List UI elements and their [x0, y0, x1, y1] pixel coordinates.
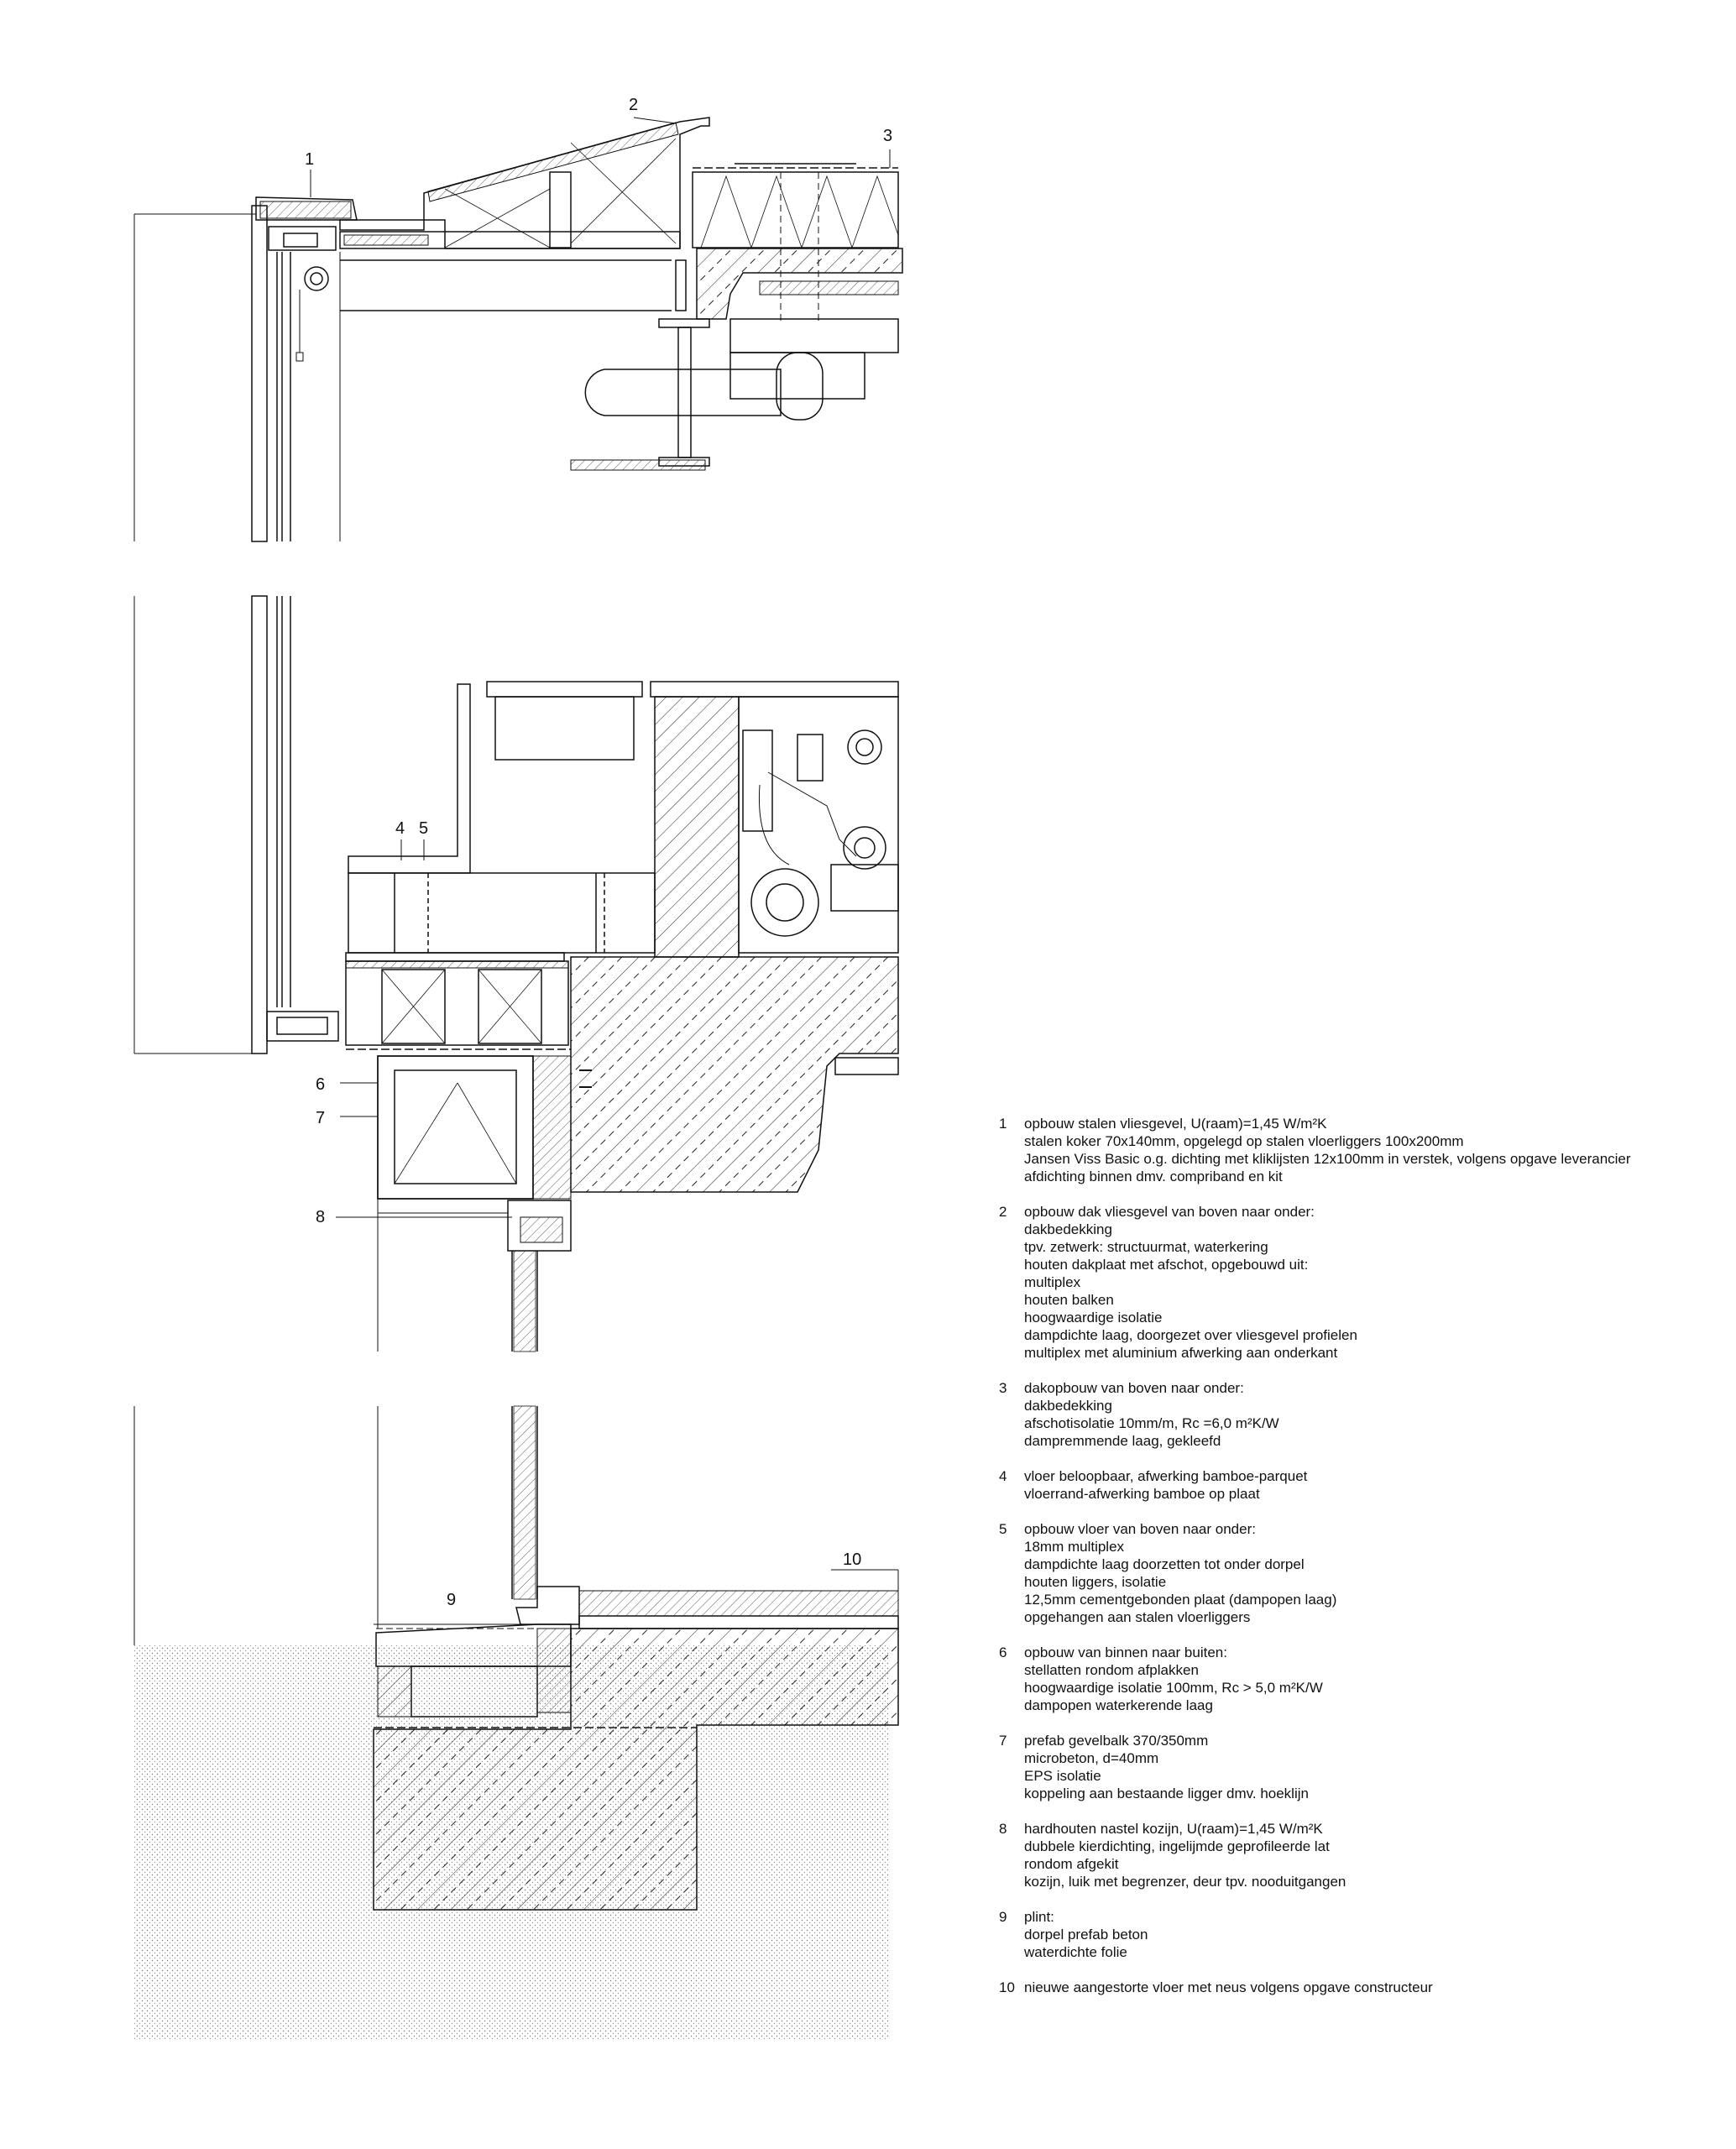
legend-entry-line: hardhouten nastel kozijn, U(raam)=1,45 W/m²K [1024, 1821, 1323, 1837]
legend-entry-number: 1 [999, 1116, 1007, 1132]
legend-entry-line: koppeling aan bestaande ligger dmv. hoeklijn [1024, 1786, 1309, 1801]
legend-entry-line: prefab gevelbalk 370/350mm [1024, 1733, 1209, 1749]
legend-entry-line: houten dakplaat met afschot, opgebouwd uit: [1024, 1257, 1309, 1273]
callout-6: 6 [316, 1075, 326, 1094]
legend-entry-line: opbouw stalen vliesgevel, U(raam)=1,45 W/m²K [1024, 1116, 1327, 1132]
legend-entry-line: vloer beloopbaar, afwerking bamboe-parquet [1024, 1468, 1308, 1484]
legend-entry-line: dakopbouw van boven naar onder: [1024, 1380, 1244, 1396]
legend-entry-line: rondom afgekit [1024, 1856, 1119, 1872]
legend-entry [999, 1820, 1687, 1890]
legend-entry-line: dampdichte laag, doorgezet over vliesgevel profielen [1024, 1327, 1357, 1343]
legend-entry-number: 3 [999, 1380, 1007, 1396]
legend-entry-line: dampdichte laag doorzetten tot onder dorpel [1024, 1556, 1305, 1572]
legend-entry-number: 6 [999, 1644, 1007, 1660]
callout-5: 5 [419, 819, 429, 838]
legend-entry-line: 12,5mm cementgebonden plaat (dampopen laag) [1024, 1592, 1337, 1608]
legend-entry-line: multiplex [1024, 1274, 1081, 1290]
legend-entry-line: microbeton, d=40mm [1024, 1750, 1159, 1766]
legend-entry-body [1024, 1979, 1687, 1996]
legend-entry-body [1024, 1644, 1687, 1714]
legend-entry-line: waterdichte folie [1024, 1944, 1127, 1960]
legend-entry-line: dakbedekking [1024, 1221, 1112, 1237]
legend-entry-line: 18mm multiplex [1024, 1539, 1125, 1555]
callout-7: 7 [316, 1109, 326, 1127]
legend-entry-line: nieuwe aangestorte vloer met neus volgens opgave constructeur [1024, 1979, 1433, 1995]
legend-entry-line: dorpel prefab beton [1024, 1927, 1148, 1942]
legend-entry-body [1024, 1203, 1687, 1362]
legend-entry-line: vloerrand-afwerking bamboe op plaat [1024, 1486, 1260, 1502]
legend-entry [999, 1644, 1687, 1714]
legend-entry-line: kozijn, luik met begrenzer, deur tpv. nooduitgangen [1024, 1874, 1346, 1890]
legend-entry-body [1024, 1115, 1687, 1185]
legend-entry-line: hoogwaardige isolatie 100mm, Rc > 5,0 m²K/W [1024, 1680, 1323, 1696]
legend-entry-line: multiplex met aluminium afwerking aan onderkant [1024, 1345, 1338, 1361]
legend-entry-line: houten liggers, isolatie [1024, 1574, 1167, 1590]
floor-detail [134, 596, 898, 1352]
callout-1: 1 [305, 150, 315, 169]
plinth-detail [134, 1406, 898, 2040]
legend-entry-line: dampremmende laag, gekleefd [1024, 1433, 1221, 1449]
legend-entry [999, 1520, 1687, 1626]
callout-4: 4 [395, 819, 405, 838]
legend-entry-line: afdichting binnen dmv. compriband en kit [1024, 1169, 1283, 1184]
legend-entry-number: 7 [999, 1733, 1007, 1749]
legend-entry [999, 1732, 1687, 1802]
legend-entry-number: 2 [999, 1204, 1007, 1220]
legend-entry-body [1024, 1820, 1687, 1890]
legend-entry-body [1024, 1908, 1687, 1961]
legend-entry-line: houten balken [1024, 1292, 1114, 1308]
legend-entry-line: dampopen waterkerende laag [1024, 1697, 1213, 1713]
callout-10: 10 [843, 1550, 862, 1569]
callout-8: 8 [316, 1208, 326, 1226]
legend-entry-number: 8 [999, 1821, 1007, 1837]
legend-entry-body [1024, 1732, 1687, 1802]
roof-detail [134, 118, 902, 541]
legend-entry-line: plint: [1024, 1909, 1054, 1925]
legend-entry-line: dubbele kierdichting, ingelijmde geprofileerde lat [1024, 1838, 1330, 1854]
legend-entry-line: opgehangen aan stalen vloerliggers [1024, 1609, 1251, 1625]
legend-entry-line: stellatten rondom afplakken [1024, 1662, 1199, 1678]
legend-entry-line: hoogwaardige isolatie [1024, 1310, 1163, 1325]
legend-entry-body [1024, 1467, 1687, 1503]
legend-entry-line: Jansen Viss Basic o.g. dichting met kliklijsten 12x100mm in verstek, volgens opgave leverancier [1024, 1151, 1631, 1167]
legend-entry-line: tpv. zetwerk: structuurmat, waterkering [1024, 1239, 1268, 1255]
legend-entry-body [1024, 1379, 1687, 1450]
legend-entry [999, 1979, 1687, 1996]
legend-entry [999, 1203, 1687, 1362]
legend-entry-number: 4 [999, 1468, 1007, 1484]
callout-3: 3 [883, 127, 893, 145]
legend-entry-line: opbouw van binnen naar buiten: [1024, 1644, 1227, 1660]
legend-entry-number: 10 [999, 1979, 1015, 1995]
legend-entry-line: dakbedekking [1024, 1398, 1112, 1414]
legend-entry-line: opbouw vloer van boven naar onder: [1024, 1521, 1256, 1537]
legend [999, 1115, 1687, 2014]
legend-entry-line: stalen koker 70x140mm, opgelegd op stalen vloerliggers 100x200mm [1024, 1133, 1464, 1149]
legend-entry [999, 1379, 1687, 1450]
legend-entry-line: EPS isolatie [1024, 1768, 1101, 1784]
legend-entry [999, 1467, 1687, 1503]
legend-entry-line: afschotisolatie 10mm/m, Rc =6,0 m²K/W [1024, 1415, 1279, 1431]
legend-entry-line: opbouw dak vliesgevel van boven naar onder: [1024, 1204, 1315, 1220]
legend-entry-body [1024, 1520, 1687, 1626]
callout-9: 9 [447, 1591, 457, 1609]
legend-entry-number: 5 [999, 1521, 1007, 1537]
legend-entry [999, 1115, 1687, 1185]
legend-entry [999, 1908, 1687, 1961]
legend-entry-number: 9 [999, 1909, 1007, 1925]
callout-2: 2 [629, 96, 639, 114]
